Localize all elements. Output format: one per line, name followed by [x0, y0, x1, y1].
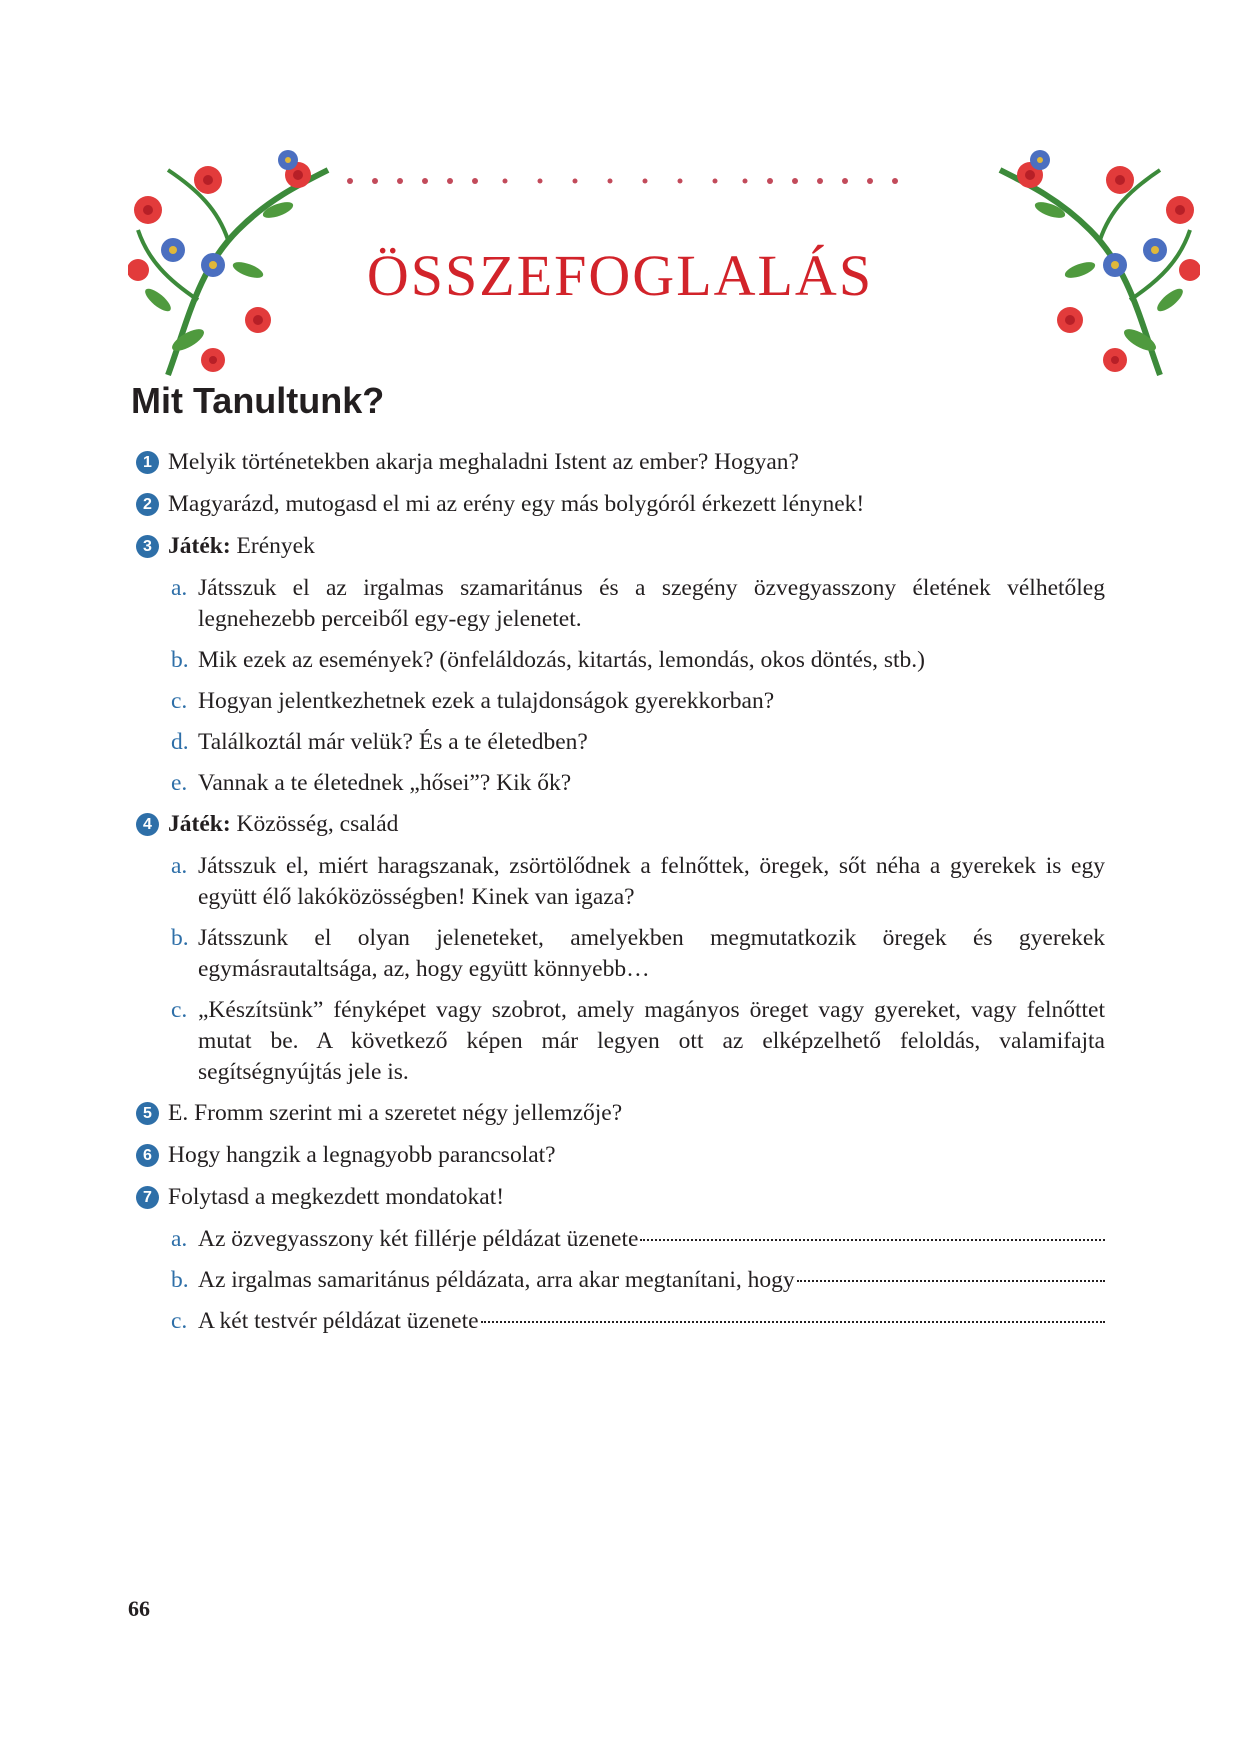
sub-text: Játsszunk el olyan jeleneteket, amelyekben megmutatkozik öregek és gyerekek egymásrautaltsága, az, hogy együtt könnyebb…: [198, 925, 1105, 982]
sub-item: [136, 686, 1105, 717]
sub-letter: e.: [171, 770, 188, 796]
sub-text: Hogyan jelentkezhetnek ezek a tulajdonságok gyerekkorban?: [198, 688, 775, 714]
sub-item: [136, 851, 1105, 913]
sub-letter: d.: [171, 729, 189, 755]
fill-in-item: [136, 1265, 1105, 1296]
section-title: Mit Tanultunk?: [131, 380, 385, 421]
number-badge: 2: [136, 493, 159, 516]
sub-letter: a.: [171, 853, 188, 879]
question-text: Erények: [230, 533, 315, 559]
question-7: [136, 1182, 1105, 1213]
sub-item: [136, 768, 1105, 799]
game-label: Játék:: [168, 811, 231, 837]
chapter-title: ÖSSZEFOGLALÁS: [366, 243, 874, 308]
fill-in-list: [136, 1224, 1105, 1337]
question-2: [136, 489, 1105, 520]
sub-text: A két testvér példázat üzenete: [198, 1308, 479, 1334]
number-badge: 7: [136, 1186, 159, 1209]
sub-item: [136, 995, 1105, 1088]
number-badge: 5: [136, 1102, 159, 1125]
sub-letter: c.: [171, 997, 188, 1023]
sub-text: Mik ezek az események? (önfeláldozás, kitartás, lemondás, okos döntés, stb.): [198, 647, 925, 673]
game-label: Játék:: [168, 533, 231, 559]
sub-text: Vannak a te életednek „hősei”? Kik ők?: [198, 770, 572, 796]
answer-line[interactable]: [481, 1321, 1105, 1323]
sub-list: [136, 851, 1105, 1088]
question-1: [136, 447, 1105, 478]
fill-in-item: [136, 1306, 1105, 1337]
answer-line[interactable]: [797, 1280, 1105, 1282]
sub-item: [136, 645, 1105, 676]
number-badge: 4: [136, 813, 159, 836]
sub-letter: a.: [171, 1226, 188, 1252]
dotted-divider: [345, 175, 900, 187]
sub-text: Játsszuk el, miért haragszanak, zsörtölődnek a felnőttek, öregek, sőt néha a gyerekek is egy együtt élő lakóközösségben! Kinek van igaza?: [198, 853, 1105, 910]
sub-letter: b.: [171, 1267, 189, 1293]
question-text: Magyarázd, mutogasd el mi az erény egy más bolygóról érkezett lénynek!: [168, 491, 865, 517]
answer-line[interactable]: [640, 1239, 1105, 1241]
sub-letter: c.: [171, 688, 188, 714]
question-text: Melyik történetekben akarja meghaladni Istent az ember? Hogyan?: [168, 449, 799, 475]
question-3: [136, 531, 1105, 562]
question-text: Hogy hangzik a legnagyobb parancsolat?: [168, 1142, 556, 1168]
number-badge: 3: [136, 535, 159, 558]
question-text: Folytasd a megkezdett mondatokat!: [168, 1184, 505, 1210]
sub-letter: b.: [171, 647, 189, 673]
sub-text: Találkoztál már velük? És a te életedben?: [198, 729, 588, 755]
question-list: [136, 447, 1105, 1347]
sub-item: [136, 923, 1105, 985]
number-badge: 6: [136, 1144, 159, 1167]
sub-item: [136, 727, 1105, 758]
question-5: [136, 1098, 1105, 1129]
question-6: [136, 1140, 1105, 1171]
fill-in-item: [136, 1224, 1105, 1255]
sub-letter: c.: [171, 1308, 188, 1334]
sub-text: Játsszuk el az irgalmas szamaritánus és a szegény özvegyasszony életének vélhetőleg legnehezebb perceiből egy-egy jelenetet.: [198, 575, 1105, 632]
sub-letter: b.: [171, 925, 189, 951]
question-4: [136, 809, 1105, 840]
sub-item: [136, 573, 1105, 635]
sub-text: „Készítsünk” fényképet vagy szobrot, amely magányos öreget vagy gyereket, vagy felnőttet mutat be. A következő képen már legyen ott az elképzelhető feloldás, valamifajta segítségnyújtás jele is.: [198, 997, 1105, 1085]
sub-list: [136, 573, 1105, 799]
question-text: Közösség, család: [230, 811, 399, 837]
sub-text: Az irgalmas samaritánus példázata, arra akar megtanítani, hogy: [198, 1267, 795, 1293]
page-number: 66: [128, 1596, 150, 1621]
number-badge: 1: [136, 451, 159, 474]
question-text: E. Fromm szerint mi a szeretet négy jellemzője?: [168, 1100, 623, 1126]
sub-letter: a.: [171, 575, 188, 601]
sub-text: Az özvegyasszony két fillérje példázat üzenete: [198, 1226, 639, 1252]
